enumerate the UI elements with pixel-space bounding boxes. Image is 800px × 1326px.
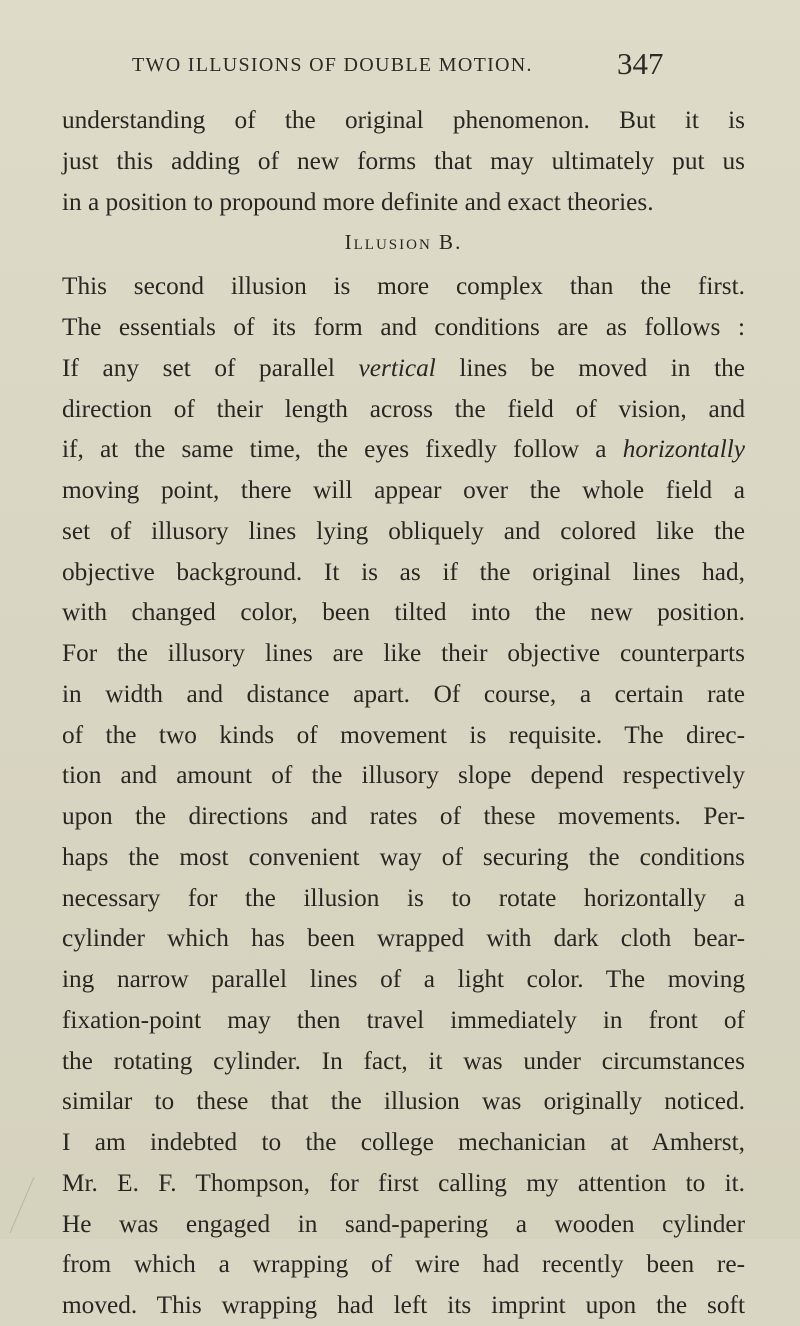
italic-word: vertical	[358, 353, 436, 382]
text-line: The essentials of its form and conditions are as follows :	[62, 313, 745, 341]
text-line: just this adding of new forms that may ultimately put us	[62, 146, 745, 175]
text-fragment: If any set of parallel	[62, 353, 359, 382]
text-line	[62, 348, 745, 389]
text-line: haps the most convenient way of securing the conditions	[62, 842, 745, 871]
text-fragment: if, at the same time, the eyes fixedly follow a	[62, 435, 623, 464]
text-line: For the illusory lines are like their objective counterparts	[62, 639, 745, 667]
text-line: similar to these that the illusion was originally noticed.	[62, 1087, 745, 1116]
text-line	[62, 429, 745, 470]
body-text	[62, 100, 745, 1326]
text-line: from which a wrapping of wire had recently been re-	[62, 1250, 745, 1279]
margin-crease-mark	[6, 1175, 36, 1235]
text-line: moving point, there will appear over the whole field a	[62, 476, 745, 504]
text-line: direction of their length across the field of vision, and	[62, 394, 745, 423]
text-line: Mr. E. F. Thompson, for first calling my attention to it.	[62, 1168, 745, 1197]
text-line: objective background. It is as if the original lines had,	[62, 557, 745, 586]
text-line: cylinder which has been wrapped with dark cloth bear-	[62, 924, 745, 953]
text-line: in a position to propound more definite and exact theories.	[62, 187, 654, 216]
section-heading: Illusion B.	[344, 230, 463, 255]
text-line: in width and distance apart. Of course, a certain rate	[62, 679, 745, 708]
text-line: the rotating cylinder. In fact, it was under circumstances	[62, 1046, 745, 1075]
page-number: 347	[617, 46, 664, 81]
text-line: ing narrow parallel lines of a light color. The moving	[62, 965, 745, 993]
text-line: necessary for the illusion is to rotate horizontally a	[62, 883, 745, 912]
text-line: upon the directions and rates of these movements. Per-	[62, 802, 745, 830]
text-line: tion and amount of the illusory slope depend respectively	[62, 761, 745, 790]
text-line: I am indebted to the college mechanician at Amherst,	[62, 1128, 745, 1156]
text-line: He was engaged in sand-papering a wooden cylinder	[62, 1209, 745, 1238]
text-line: with changed color, been tilted into the new position.	[62, 598, 745, 627]
running-head	[0, 46, 800, 82]
italic-word: horizontally	[622, 435, 745, 464]
text-line: set of illusory lines lying obliquely and colored like the	[62, 516, 745, 545]
text-fragment: lines be moved in the	[435, 353, 745, 382]
text-line: moved. This wrapping had left its imprint upon the soft	[62, 1291, 745, 1319]
text-line: fixation-point may then travel immediately in front of	[62, 1005, 745, 1034]
text-line: understanding of the original phenomenon. But it is	[62, 106, 745, 134]
running-title: TWO ILLUSIONS OF DOUBLE MOTION.	[132, 54, 533, 76]
text-line: This second illusion is more complex than the first.	[62, 272, 745, 301]
text-line: of the two kinds of movement is requisite. The direc-	[62, 720, 745, 749]
